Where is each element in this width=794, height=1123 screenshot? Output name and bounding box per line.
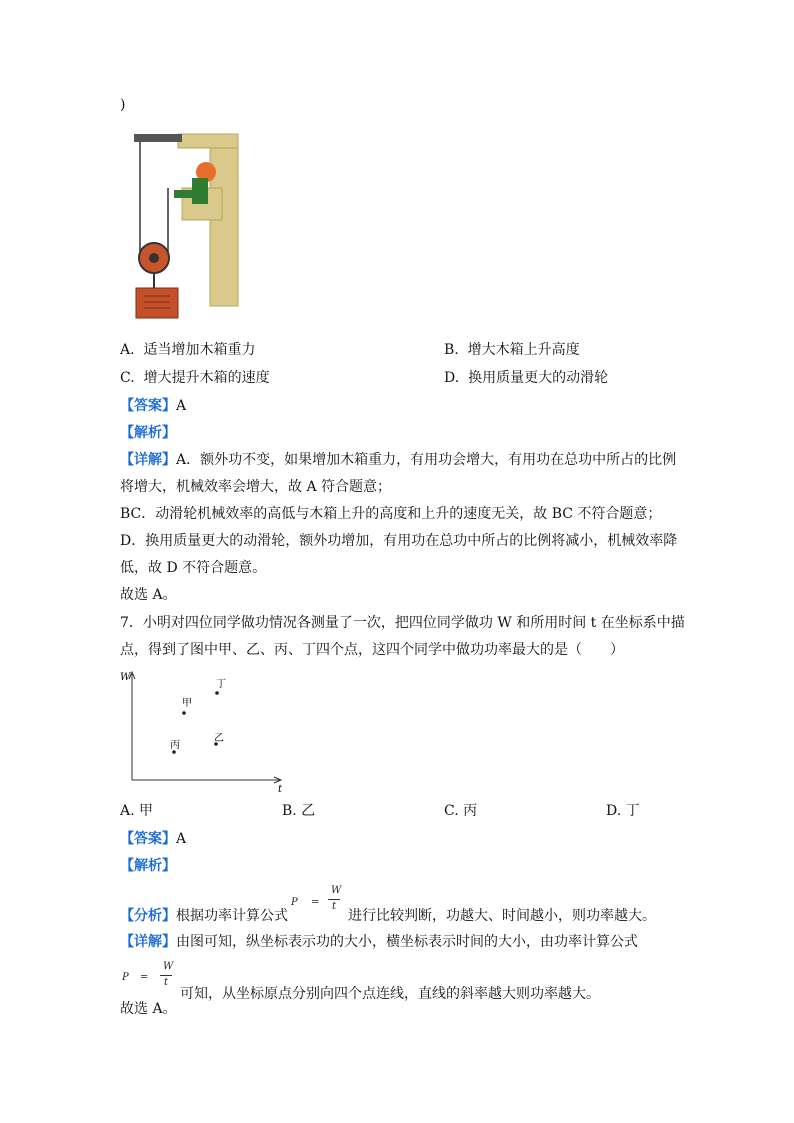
q7-option-d: D. 丁 — [606, 803, 640, 819]
q7-option-a: A. 甲 — [120, 803, 154, 819]
point-ding — [215, 691, 219, 695]
q6-detail-line4: D．换用质量更大的动滑轮，额外功增加，有用功在总功中所占的比例将减小，机械效率降 — [120, 533, 678, 549]
q6-analysis-tag: 【解析】 — [120, 425, 176, 441]
q7-graph — [118, 668, 288, 793]
q6-detail-line3: BC．动滑轮机械效率的高低与木箱上升的高度和上升的速度无关，故 BC 不符合题意； — [120, 506, 662, 522]
q7-stem-line2: 点，得到了图中甲、乙、丙、丁四个点，这四个同学中做功功率最大的是（ ） — [120, 642, 624, 658]
label-yi: 乙 — [214, 733, 224, 744]
q6-conclusion: 故选 A。 — [120, 587, 177, 603]
q6-option-a: A. 适当增加木箱重力 — [120, 342, 256, 358]
q6-option-b: B. 增大木箱上升高度 — [444, 342, 580, 358]
q6-option-d: D. 换用质量更大的动滑轮 — [444, 370, 609, 386]
wooden-crate — [136, 288, 178, 318]
pulley-figure — [130, 128, 242, 323]
q7-option-b: B. 乙 — [282, 803, 316, 819]
q7-detail-line1: 【详解】由图可知，纵坐标表示功的大小，横坐标表示时间的大小，由功率计算公式 — [120, 934, 638, 950]
label-ding: 丁 — [216, 679, 226, 690]
q6-detail-line2: 将增大，机械效率会增大，故 A 符合题意； — [120, 479, 392, 495]
q7-fenxi-part2: 进行比较判断，功越大、时间越小，则功率越大。 — [348, 908, 656, 924]
label-jia: 甲 — [182, 698, 192, 709]
q7-conclusion: 故选 A。 — [120, 1001, 177, 1017]
q7-stem-line1: 7．小明对四位同学做功情况各测量了一次，把四位同学做功 W 和所用时间 t 在坐标系中描 — [120, 615, 685, 631]
q7-fenxi-part1: 【分析】根据功率计算公式 — [120, 908, 288, 924]
q6-option-c: C. 增大提升木箱的速度 — [120, 370, 270, 386]
y-axis-label: W — [120, 672, 131, 683]
label-bing: 丙 — [170, 740, 180, 751]
top-paren: ) — [120, 97, 126, 113]
q7-answer: 【答案】A — [120, 831, 187, 847]
q7-analysis-tag: 【解析】 — [120, 858, 176, 874]
q6-detail-line1: 【详解】A．额外功不变，如果增加木箱重力，有用功会增大，有用功在总功中所占的比例 — [120, 452, 677, 468]
q7-detail-line2: 可知，从坐标原点分别向四个点连线，直线的斜率越大则功率越大。 — [180, 986, 600, 1002]
point-jia — [182, 711, 186, 715]
q6-detail-line5: 低，故 D 不符合题意。 — [120, 560, 267, 576]
q7-option-c: C. 丙 — [444, 803, 478, 819]
q6-answer: 【答案】A — [120, 398, 187, 414]
x-axis-label: t — [278, 784, 283, 793]
